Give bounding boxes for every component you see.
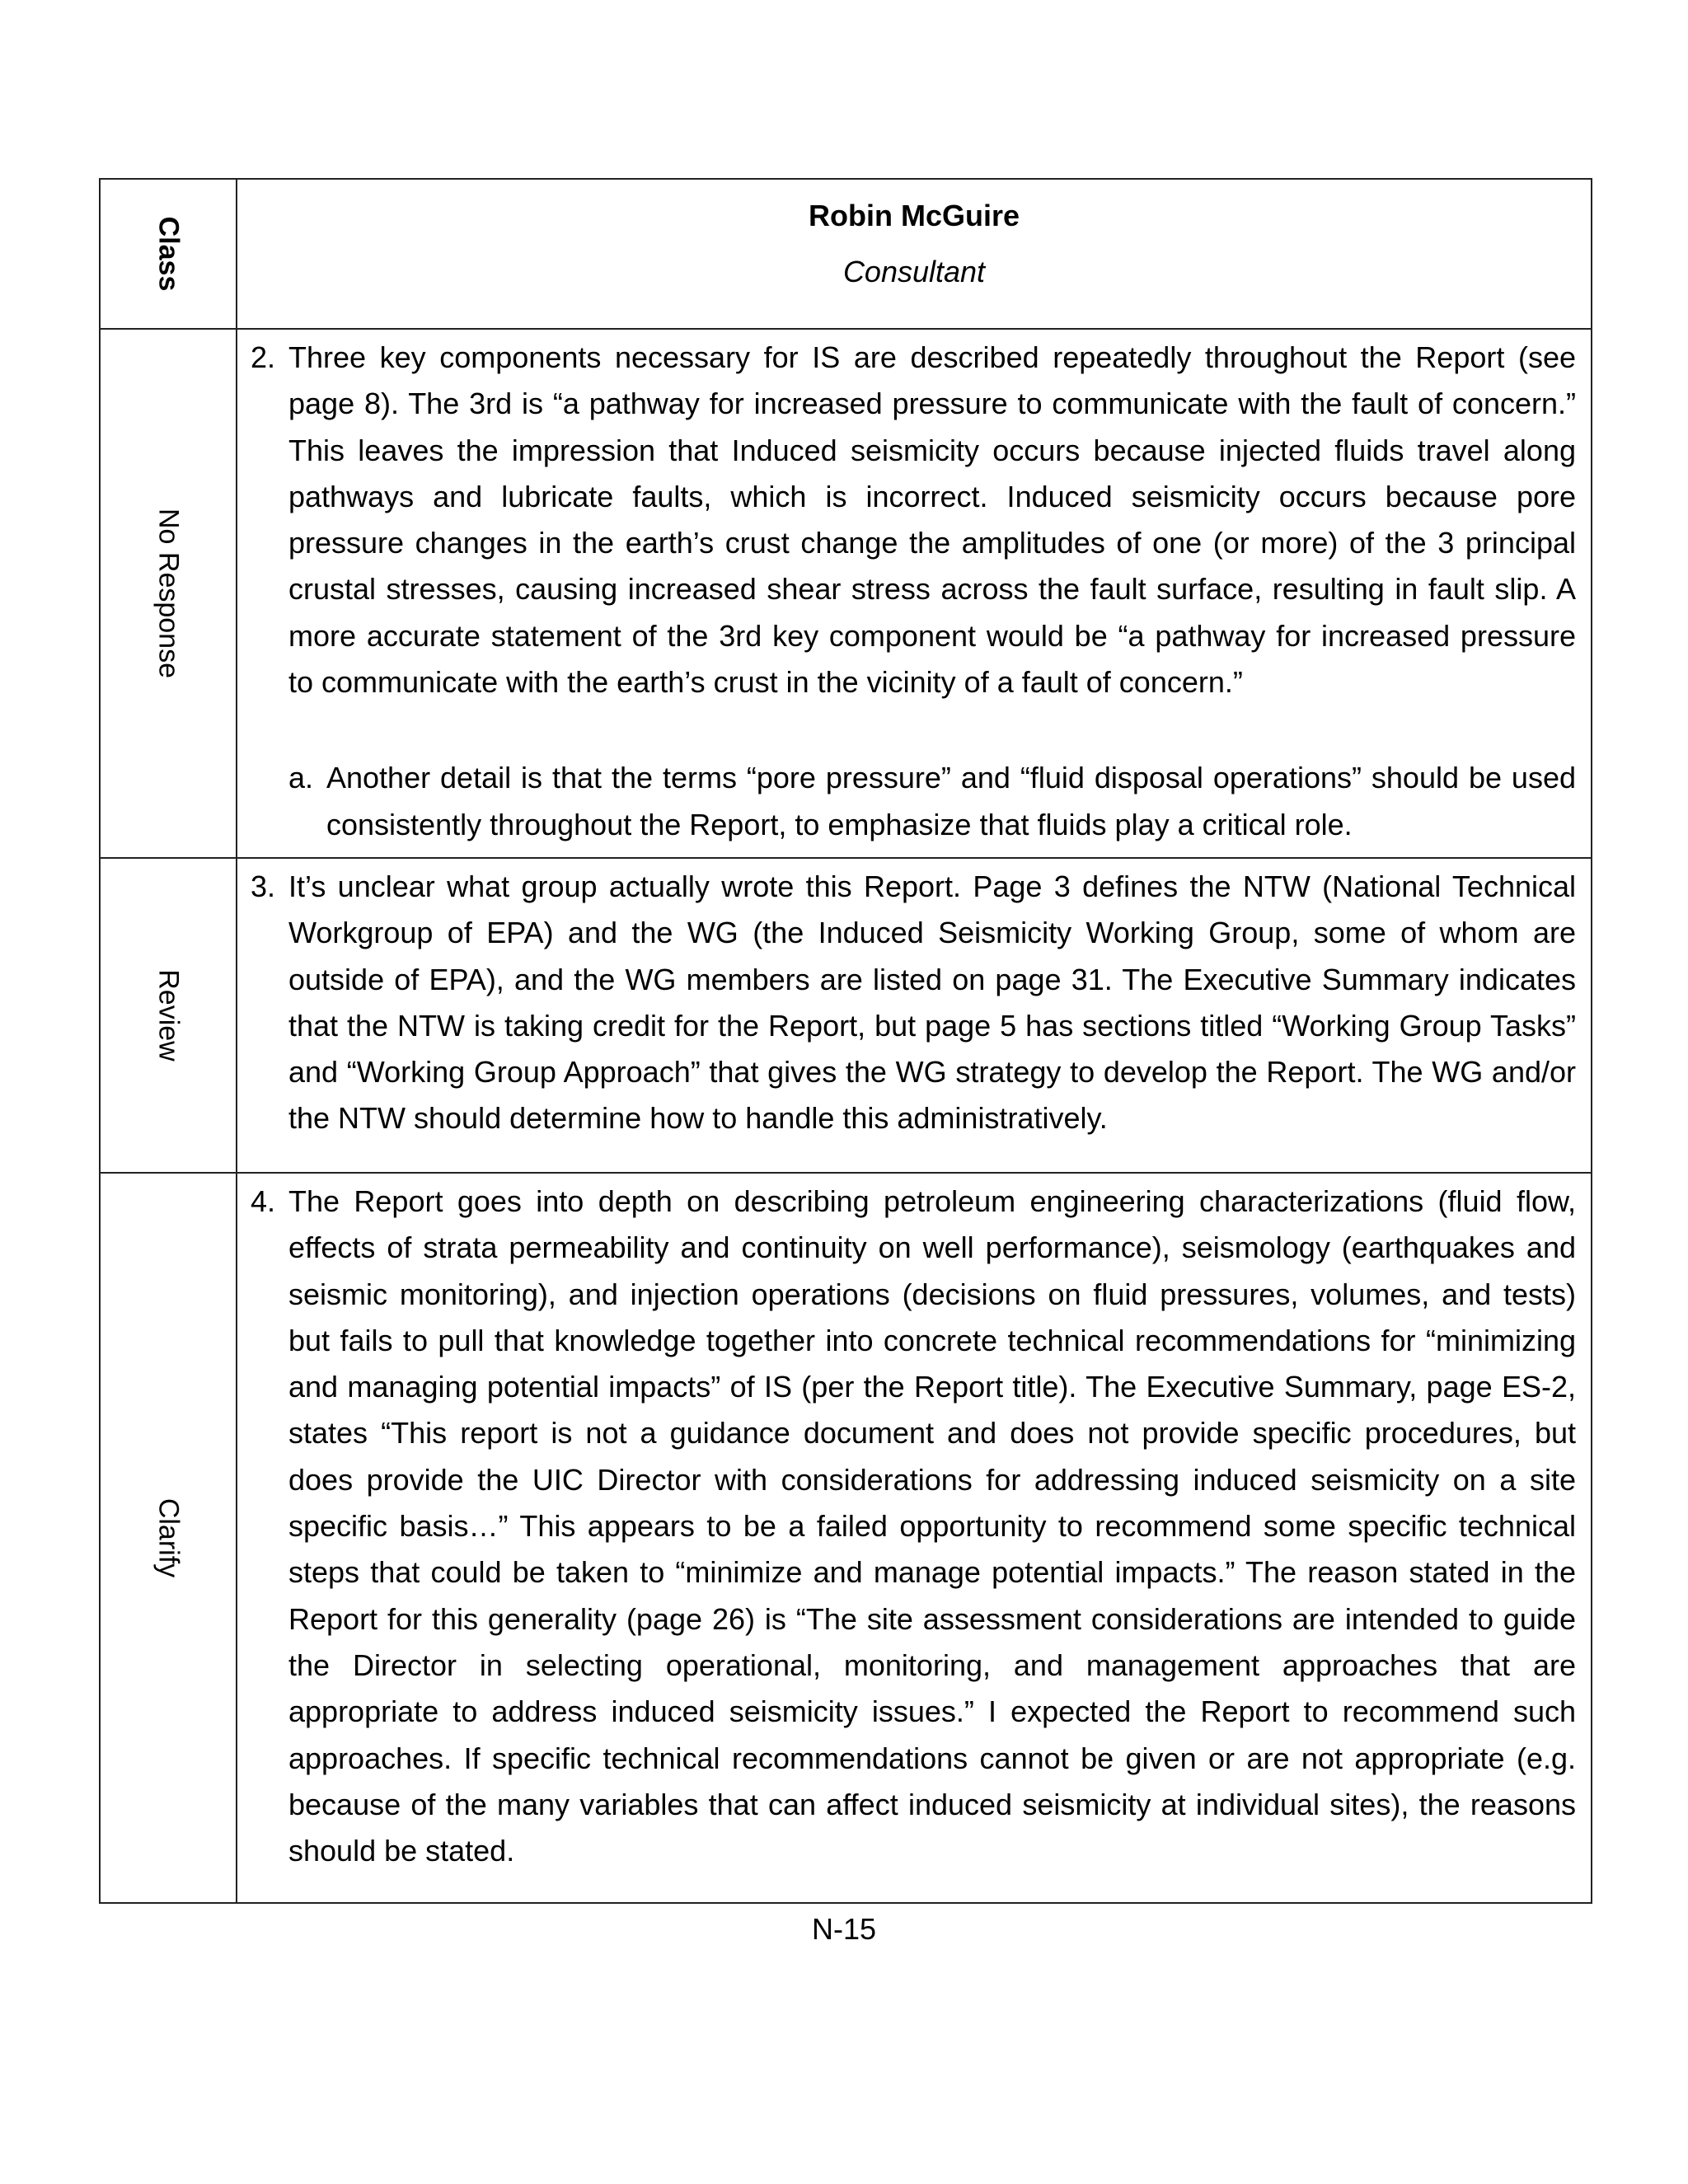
class-cell (100, 1173, 237, 1903)
class-cell (100, 858, 237, 1173)
class-header-cell (100, 179, 237, 329)
comment-number: 3. (251, 869, 276, 903)
comment-row (100, 329, 1592, 858)
comment-cell (237, 1173, 1592, 1903)
header-row (100, 179, 1592, 329)
comment-body: The Report goes into depth on describing petroleum engineering characterizations (fluid flow, effects of strata permeability and continuity on well performance), seismology (earthquakes and seismic monitoring), and injection operations (decisions on fluid pressures, volumes, and tests) but fails to pull that knowledge together into concrete technical recommendations for “minimizing and managing potential impacts” of IS (per the Report title). The Executive Summary, page ES-2, states “This report is not a guidance document and does not provide specific procedures, but does provide the UIC Director with considerations for addressing induced seismicity on a site specific basis…” This appears to be a failed opportunity to recommend some specific technical steps that could be taken to “minimize and manage potential impacts.” The reason stated in the Report for this generality (page 26) is “The site assessment considerations are intended to guide the Director in selecting operational, monitoring, and management approaches that are appropriate to address induced seismicity issues.” I expected the Report to recommend such approaches. If specific technical recommendations cannot be given or are not appropriate (e.g. because of the many variables that can affect induced seismicity at individual sites), the reasons should be stated. (288, 1184, 1576, 1868)
sub-comment-number: a. (288, 761, 314, 795)
class-column-label: Class (152, 216, 185, 292)
comment-row (100, 858, 1592, 1173)
comment-number: 2. (251, 340, 276, 374)
class-cell (100, 329, 237, 858)
class-label: Clarify (152, 1497, 185, 1578)
review-table (99, 178, 1592, 1904)
comment-text (237, 330, 1591, 722)
reviewer-role: Consultant (842, 255, 986, 288)
comment-number: 4. (251, 1184, 276, 1218)
reviewer-name: Robin McGuire (808, 199, 1020, 232)
comment-text (237, 859, 1591, 1159)
reviewer-header-cell (237, 179, 1592, 329)
class-label: Review (152, 969, 185, 1062)
comment-body: Three key components necessary for IS are described repeatedly throughout the Report (see page 8). The 3rd is “a pathway for increased pressure to communicate with the fault of concern.” This leaves the impression that Induced seismicity occurs because injected fluids travel along pathways and lubricate faults, which is incorrect. Induced seismicity occurs because pore pressure changes in the earth’s crust change the amplitudes of one (or more) of the 3 principal crustal stresses, causing increased shear stress across the fault surface, resulting in fault slip. A more accurate statement of the 3rd key component would be “a pathway for increased pressure to communicate with the earth’s crust in the vicinity of a fault of concern.” (288, 340, 1576, 700)
comment-row (100, 1173, 1592, 1903)
comment-cell (237, 329, 1592, 858)
comment-body: It’s unclear what group actually wrote this Report. Page 3 defines the NTW (National Technical Workgroup of EPA) and the WG (the Induced Seismicity Working Group, some of whom are outside of EPA), and the WG members are listed on page 31. The Executive Summary indicates that the NTW is taking credit for the Report, but page 5 has sections titled “Working Group Tasks” and “Working Group Approach” that gives the WG strategy to develop the Report. The WG and/or the NTW should determine how to handle this administratively. (288, 869, 1576, 1136)
page-number: N-15 (811, 1912, 877, 1946)
sub-comment-text (237, 755, 1591, 848)
class-label: No Response (152, 508, 185, 679)
sub-comment-body: Another detail is that the terms “pore pressure” and “fluid disposal operations” should be used consistently throughout the Report, to emphasize that fluids play a critical role. (326, 761, 1576, 841)
comment-cell (237, 858, 1592, 1173)
comment-text (237, 1174, 1591, 1891)
